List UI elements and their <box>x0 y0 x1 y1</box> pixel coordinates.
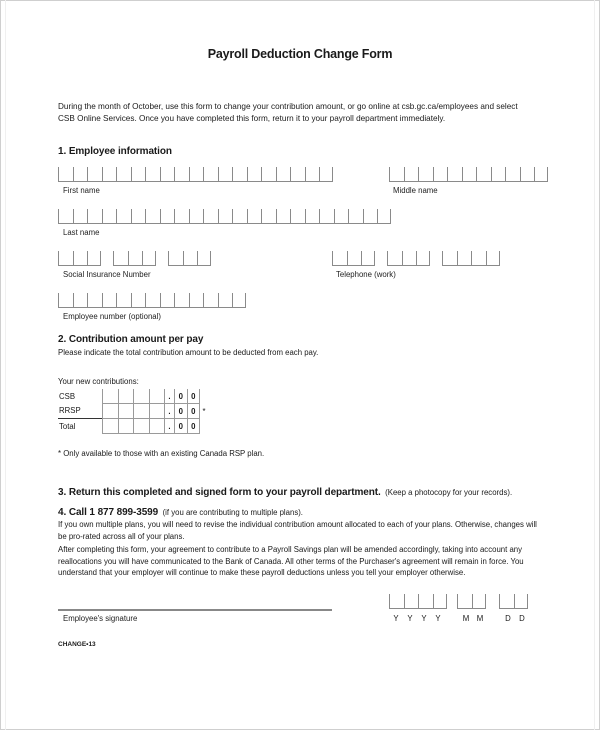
section-2-subtext: Please indicate the total contribution amount to be deducted from each pay. <box>58 348 319 357</box>
form-code: CHANGE•13 <box>58 641 96 648</box>
date-year-input[interactable] <box>389 594 447 609</box>
date-label-month: M <box>476 614 484 623</box>
signature-line[interactable] <box>58 609 332 611</box>
first-name-input[interactable] <box>58 167 333 182</box>
dollar-digit-box[interactable] <box>103 404 119 419</box>
section-3-heading: 3. Return this completed and signed form to your payroll department. <box>58 487 381 498</box>
section-3 <box>58 482 512 500</box>
row-note <box>200 419 209 434</box>
section-4 <box>58 502 303 520</box>
telephone-input-group-1[interactable] <box>332 251 375 266</box>
contributions-caption: Your new contributions: <box>58 377 139 386</box>
cents-digit: 0 <box>175 404 188 419</box>
decimal-point: . <box>165 404 175 419</box>
section-4-note: (if you are contributing to multiple plans). <box>162 508 303 517</box>
contributions-table <box>58 389 208 434</box>
date-month-input[interactable] <box>457 594 486 609</box>
section-4-heading: 4. Call 1 877 899-3599 <box>58 507 159 518</box>
telephone-label: Telephone (work) <box>336 270 396 279</box>
page-edge-left <box>5 0 6 730</box>
dollar-digit-box[interactable] <box>134 389 150 404</box>
date-label-day: D <box>505 614 511 623</box>
section-1-heading: 1. Employee information <box>58 146 172 157</box>
sin-input-group-3[interactable] <box>168 251 211 266</box>
row-note <box>200 389 209 404</box>
rrsp-footnote: * Only available to those with an existing Canada RSP plan. <box>58 449 265 458</box>
employee-number-input[interactable] <box>58 293 246 308</box>
dollar-digit-box[interactable] <box>103 419 119 434</box>
row-label: Total <box>58 419 103 434</box>
dollar-digit-box[interactable] <box>118 419 134 434</box>
dollar-digit-box[interactable] <box>149 389 165 404</box>
dollar-digit-box[interactable] <box>134 419 150 434</box>
dollar-digit-box[interactable] <box>149 419 165 434</box>
sin-input-group-2[interactable] <box>113 251 156 266</box>
multiple-plans-paragraph: If you own multiple plans, you will need to revise the individual contribution amount allocated to each of your plans. Otherwise, changes will be pro-rated across all of your plans. <box>58 520 537 541</box>
date-label-year: Y <box>393 614 399 623</box>
middle-name-input[interactable] <box>389 167 548 182</box>
dollar-digit-box[interactable] <box>134 404 150 419</box>
dollar-digit-box[interactable] <box>118 404 134 419</box>
sin-label: Social Insurance Number <box>63 270 151 279</box>
date-label-year: Y <box>435 614 441 623</box>
row-label: CSB <box>59 391 76 401</box>
cents-digit: 0 <box>175 389 188 404</box>
cents-digit: 0 <box>187 419 200 434</box>
dollar-digit-box[interactable] <box>149 404 165 419</box>
cents-digit: 0 <box>187 389 200 404</box>
telephone-input-group-2[interactable] <box>387 251 430 266</box>
middle-name-label: Middle name <box>393 186 438 195</box>
date-label-day: D <box>519 614 525 623</box>
last-name-input[interactable] <box>58 209 391 224</box>
section-2-heading: 2. Contribution amount per pay <box>58 334 204 345</box>
sin-input-group-1[interactable] <box>58 251 101 266</box>
telephone-input-group-3[interactable] <box>442 251 500 266</box>
cents-digit: 0 <box>175 419 188 434</box>
contribution-row-rrsp <box>58 404 208 419</box>
last-name-label: Last name <box>63 228 100 237</box>
date-label-month: M <box>462 614 470 623</box>
page-title: Payroll Deduction Change Form <box>207 47 393 61</box>
agreement-paragraph: After completing this form, your agreement to contribute to a Payroll Savings plan will be amended accordingly, taking into account any reallocations you will have communicated to the Bank of Canada. All other terms of the Purchaser's agreement will remain in force. You understand that your employer will continue to make these payroll deductions unless you tell your employer otherwise. <box>58 545 524 577</box>
employee-number-label: Employee number (optional) <box>63 312 161 321</box>
contribution-row-total <box>58 419 208 434</box>
date-day-input[interactable] <box>499 594 528 609</box>
cents-digit: 0 <box>187 404 200 419</box>
decimal-point: . <box>165 419 175 434</box>
dollar-digit-box[interactable] <box>118 389 134 404</box>
decimal-point: . <box>165 389 175 404</box>
asterisk-note: * <box>202 406 206 416</box>
first-name-label: First name <box>63 186 100 195</box>
date-label-year: Y <box>407 614 413 623</box>
signature-label: Employee's signature <box>63 614 138 623</box>
date-label-year: Y <box>421 614 427 623</box>
section-3-note: (Keep a photocopy for your records). <box>385 488 513 497</box>
contribution-row-csb <box>58 389 208 404</box>
intro-text: During the month of October, use this form to change your contribution amount, or go online at csb.gc.ca/employees and select CSB Online Services. Once you have completed this form, return it to your payroll department immediately. <box>58 102 518 123</box>
row-label: RRSP <box>59 406 81 416</box>
dollar-digit-box[interactable] <box>103 389 119 404</box>
page-edge-right <box>594 0 595 730</box>
